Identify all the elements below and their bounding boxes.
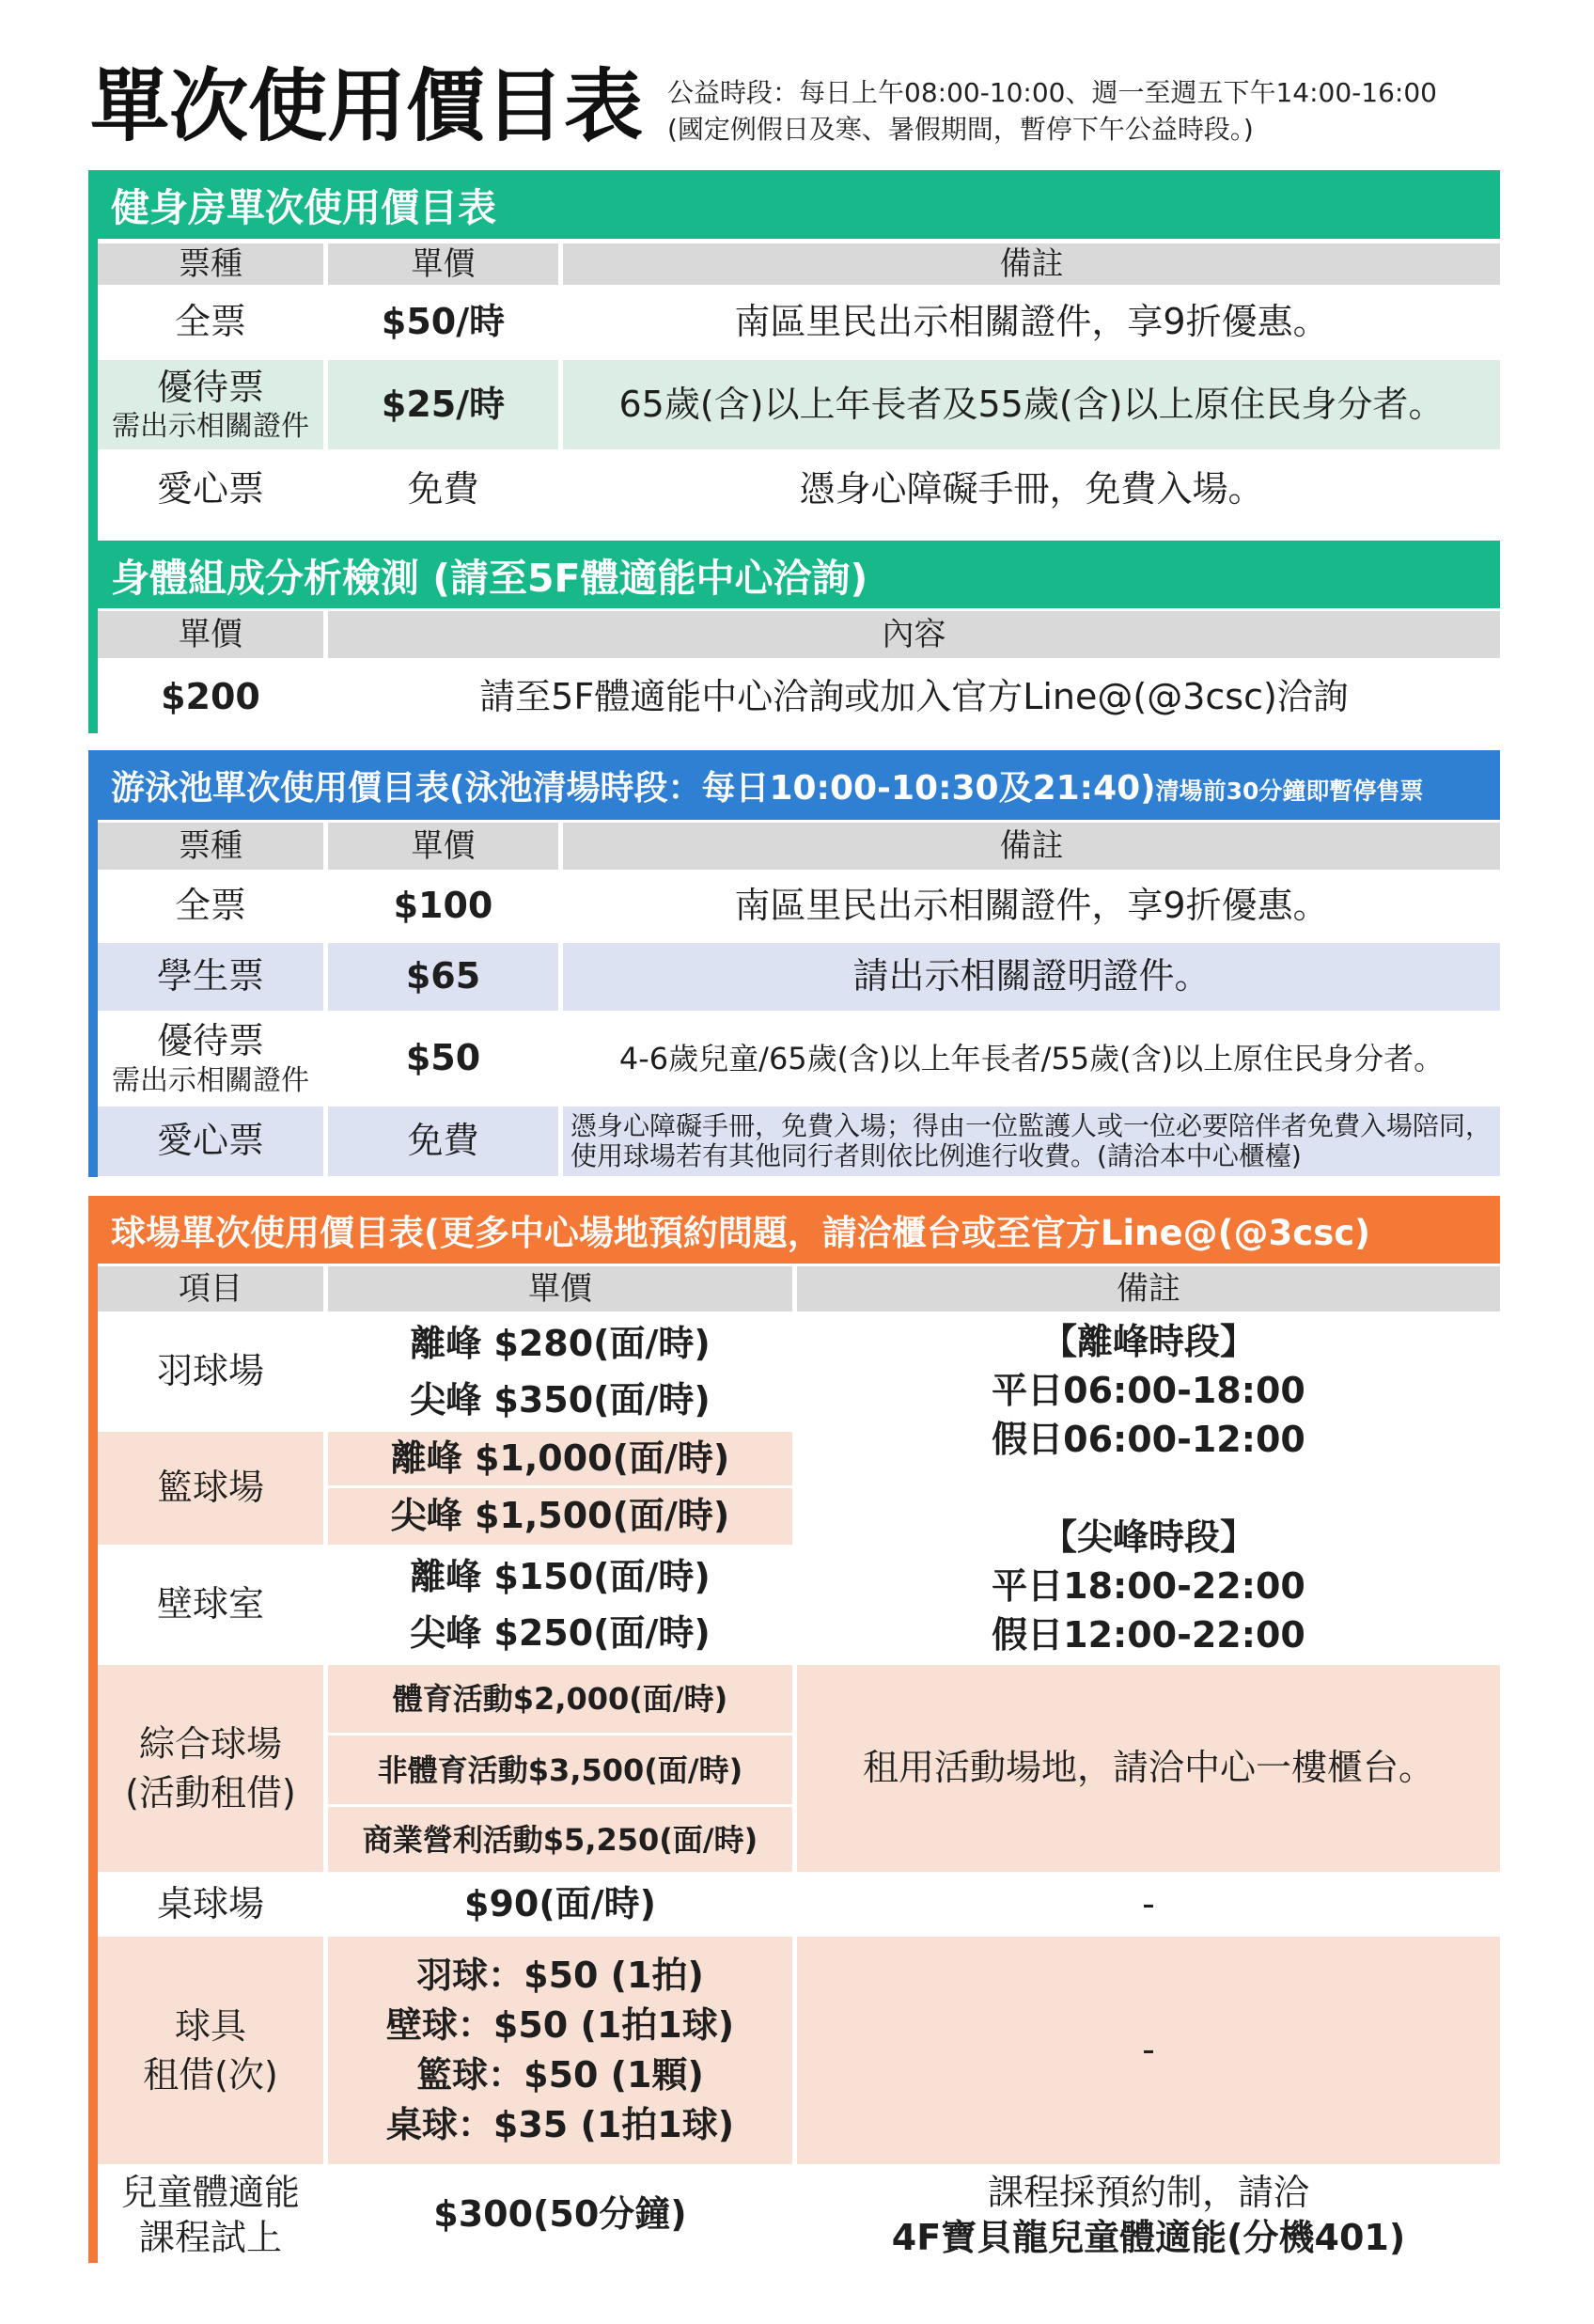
table-tennis-name: 桌球場	[156, 1882, 264, 1924]
kids-fitness-name	[98, 2167, 323, 2263]
pool-section-title	[88, 750, 1500, 820]
body-comp-content: 請至5F體適能中心洽詢或加入官方Line@(@3csc)洽詢	[479, 675, 1349, 717]
pool-discount-ticket-price: $50	[405, 1037, 481, 1079]
multi-commercial-price: 商業營利活動$5,250(面/時)	[328, 1807, 792, 1872]
courts-section-strip	[88, 1196, 98, 2263]
gym-header-price: 單價	[328, 243, 558, 285]
body-comp-header-content: 內容	[328, 611, 1500, 658]
pool-discount-ticket-note: 4-6歲兒童/65歲(含)以上年長者/55歲(含)以上原住民身分者。	[618, 1041, 1445, 1076]
table-tennis-note: -	[1142, 1882, 1155, 1924]
court-time-note	[797, 1314, 1500, 1662]
gym-full-ticket-price: $50/時	[381, 301, 506, 343]
gym-price-table	[98, 243, 1500, 526]
courts-header-item: 項目	[98, 1266, 323, 1311]
body-composition-table	[98, 611, 1500, 732]
gym-discount-ticket-type	[98, 360, 323, 449]
multi-court-name	[98, 1665, 323, 1872]
kids-fitness-note-line-2: 4F寶貝龍兒童體適能(分機401)	[891, 2217, 1406, 2258]
gym-charity-ticket-type: 愛心票	[156, 468, 264, 510]
pool-title-text: 游泳池單次使用價目表(泳池清場時段：每日10:00-10:30及21:40)	[111, 768, 1156, 808]
multi-court-name-line-1: 綜合球場	[138, 1723, 282, 1765]
equipment-rental-prices	[328, 1937, 792, 2164]
equipment-name-line-1: 球具	[174, 2005, 246, 2047]
gym-header-type: 票種	[98, 243, 323, 285]
pool-student-ticket-price: $65	[328, 943, 558, 1011]
gym-discount-ticket-label: 優待票	[156, 366, 264, 408]
peak-holiday: 假日12:00-22:00	[992, 1614, 1305, 1656]
pool-discount-ticket-label: 優待票	[156, 1020, 264, 1062]
kids-fitness-name-line-1: 兒童體適能	[120, 2172, 300, 2213]
courts-header-price: 單價	[328, 1266, 792, 1311]
pool-discount-ticket-type	[98, 1013, 323, 1104]
gym-discount-ticket-price: $25/時	[328, 360, 558, 449]
pool-charity-note-line-1: 憑身心障礙手冊，免費入場；得由一位監護人或一位必要陪伴者免費入場陪同，	[570, 1109, 1492, 1141]
squash-offpeak-price: 離峰 $150(面/時)	[410, 1556, 711, 1597]
gym-section-title: 健身房單次使用價目表	[88, 170, 1500, 239]
squash-room-name: 壁球室	[156, 1583, 264, 1625]
gym-full-ticket-type: 全票	[174, 301, 246, 343]
pool-charity-note-line-2: 使用球場若有其他同行者則依比例進行收費。(請洽本中心櫃檯)	[570, 1140, 1302, 1171]
courts-section-title: 球場單次使用價目表(更多中心場地預約問題，請洽櫃台或至官方Line@(@3csc)	[88, 1196, 1500, 1264]
body-comp-header-price: 單價	[98, 611, 323, 658]
equipment-badminton-price: 羽球：$50 (1拍)	[416, 1955, 704, 1996]
pool-charity-ticket-type: 愛心票	[98, 1107, 323, 1176]
notice-line-1: 公益時段：每日上午08:00-10:00、週一至週五下午14:00-16:00	[667, 77, 1437, 108]
pool-charity-ticket-price: 免費	[328, 1107, 558, 1176]
kids-fitness-name-line-2: 課程試上	[138, 2217, 282, 2258]
kids-fitness-note-line-1: 課程採預約制，請洽	[987, 2172, 1309, 2213]
pool-price-table	[98, 823, 1500, 1176]
pool-title-note: 清場前30分鐘即暫停售票	[1155, 777, 1424, 805]
multi-court-name-line-2: (活動租借)	[125, 1772, 296, 1814]
pool-student-ticket-type: 學生票	[98, 943, 323, 1011]
body-composition-title: 身體組成分析檢測 (請至5F體適能中心洽詢)	[88, 541, 1500, 608]
equipment-table-tennis-price: 桌球：$35 (1拍1球)	[385, 2104, 735, 2145]
offpeak-title: 【離峰時段】	[1040, 1321, 1256, 1362]
multi-nonsports-price: 非體育活動$3,500(面/時)	[328, 1735, 792, 1804]
pool-charity-ticket-note	[563, 1107, 1500, 1176]
kids-fitness-note	[797, 2167, 1500, 2263]
equipment-rental-name	[98, 1937, 323, 2164]
basketball-peak-price: 尖峰 $1,500(面/時)	[328, 1488, 792, 1545]
gym-charity-ticket-price: 免費	[407, 468, 479, 510]
pool-header-note: 備註	[563, 823, 1500, 870]
body-comp-price: $200	[161, 675, 260, 717]
table-tennis-price: $90(面/時)	[464, 1882, 656, 1924]
badminton-offpeak-price: 離峰 $280(面/時)	[410, 1323, 711, 1364]
gym-charity-ticket-note: 憑身心障礙手冊，免費入場。	[799, 468, 1264, 510]
squash-room-price	[328, 1547, 792, 1662]
notice-line-2: (國定例假日及寒、暑假期間，暫停下午公益時段。)	[667, 114, 1254, 145]
kids-fitness-price: $300(50分鐘)	[433, 2193, 687, 2236]
pool-full-ticket-type: 全票	[174, 885, 246, 927]
equipment-basketball-price: 籃球：$50 (1顆)	[416, 2054, 704, 2096]
badminton-court-price	[328, 1314, 792, 1429]
equipment-name-line-2: 租借(次)	[143, 2054, 278, 2096]
pool-header-type: 票種	[98, 823, 323, 870]
equipment-squash-price: 壁球：$50 (1拍1球)	[385, 2004, 735, 2046]
multi-sports-price: 體育活動$2,000(面/時)	[328, 1665, 792, 1733]
courts-price-table	[98, 1266, 1500, 2263]
gym-full-ticket-note: 南區里民出示相關證件，享9折優惠。	[734, 301, 1329, 343]
gym-section-strip	[88, 170, 98, 733]
pool-full-ticket-price: $100	[393, 885, 493, 927]
squash-peak-price: 尖峰 $250(面/時)	[410, 1612, 711, 1654]
gym-discount-ticket-sub: 需出示相關證件	[112, 410, 309, 444]
basketball-court-name: 籃球場	[98, 1432, 323, 1545]
peak-title: 【尖峰時段】	[1040, 1516, 1256, 1558]
multi-court-note: 租用活動場地，請洽中心一樓櫃台。	[797, 1665, 1500, 1872]
offpeak-holiday: 假日06:00-12:00	[992, 1419, 1305, 1460]
page-title: 單次使用價目表	[90, 60, 644, 152]
equipment-rental-note: -	[797, 1937, 1500, 2164]
badminton-court-name: 羽球場	[156, 1350, 264, 1392]
pool-full-ticket-note: 南區里民出示相關證件，享9折優惠。	[734, 885, 1329, 927]
courts-header-note: 備註	[797, 1266, 1500, 1311]
basketball-offpeak-price: 離峰 $1,000(面/時)	[328, 1432, 792, 1485]
pool-header-price: 單價	[328, 823, 558, 870]
peak-weekday: 平日18:00-22:00	[992, 1565, 1305, 1607]
gym-header-note: 備註	[563, 243, 1500, 285]
pool-student-ticket-note: 請出示相關證明證件。	[563, 943, 1500, 1011]
offpeak-weekday: 平日06:00-18:00	[992, 1370, 1305, 1411]
gym-discount-ticket-note: 65歲(含)以上年長者及55歲(含)以上原住民身分者。	[563, 360, 1500, 449]
badminton-peak-price: 尖峰 $350(面/時)	[410, 1379, 711, 1421]
pool-discount-ticket-sub: 需出示相關證件	[112, 1063, 309, 1097]
